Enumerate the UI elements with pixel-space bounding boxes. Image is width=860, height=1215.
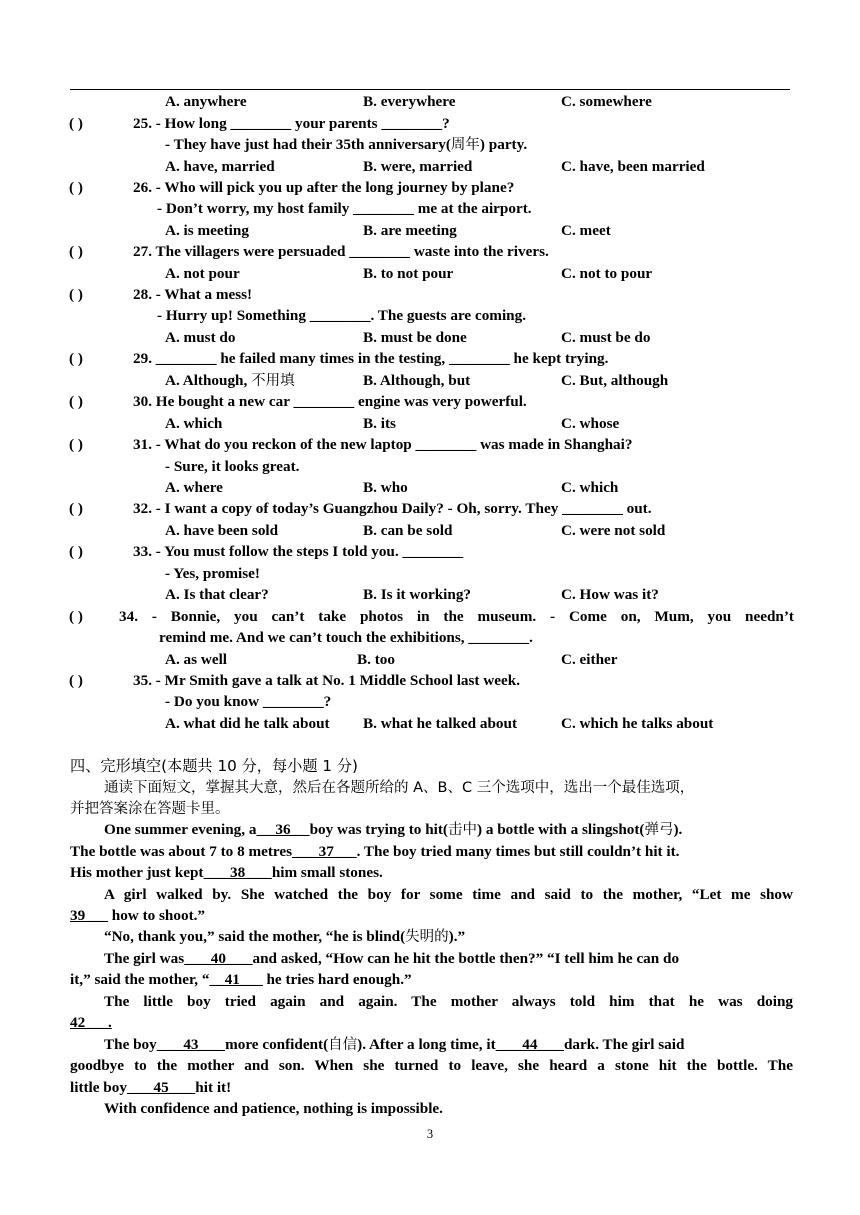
gloss: 击中 [447,822,477,838]
text-line: A. is meeting [165,222,249,239]
passage-line-9: The little boy tried again and again. The mother always told him that he was doing [104,993,793,1010]
text: how to shoot.” [107,907,206,924]
text-line: B. who [363,479,408,496]
text-line: A. have, married [165,158,275,175]
passage-line-1 [104,820,682,840]
text-line: 29. ________ he failed many times in the testing, ________ he kept trying. [133,350,609,367]
text: “No, thank you,” said the mother, “he is blind( [104,928,406,945]
section-instruction-1: 通读下面短文，掌握其大意，然后在各题所给的 A、B、C 三个选项中，选出一个最佳选项， [104,780,695,796]
text-line: - Sure, it looks great. [165,458,300,475]
text-line: B. its [363,415,396,432]
text-line: A. where [165,479,223,496]
section-instruction-2: 并把答案涂在答题卡里。 [70,801,230,817]
text: The girl was [104,950,185,967]
gloss: 失明的 [405,929,449,945]
text-line: A. anywhere [165,93,247,110]
text-line: ( ) [69,243,83,260]
text-line: B. to not pour [363,265,454,282]
passage-line-3 [70,863,383,883]
text: more confident( [225,1036,329,1053]
text: him small stones. [271,864,383,881]
blank-45: ___45___ [126,1079,196,1096]
text-line: 30. He bought a new car ________ engine was very powerful. [133,393,527,410]
text-line: A. as well [165,651,228,668]
text-line: A. Is that clear? [165,586,269,603]
blank-42: 42___. [70,1014,112,1031]
passage-line-11 [104,1035,684,1055]
text: dark. The girl said [563,1036,685,1053]
text: The bottle was about 7 to 8 metres [70,843,293,860]
blank-40: ___40___ [184,950,253,967]
text-line: B. were, married [363,158,473,175]
text-line: ( ) [69,672,83,689]
text-line: C. which [561,479,619,496]
text-line: 26. - Who will pick you up after the long journey by plane? [133,179,515,196]
text-line: A. what did he talk about [165,715,330,732]
text: ). [673,821,683,838]
blank-44: ___44___ [495,1036,564,1053]
text-line: A. must do [165,329,236,346]
text-line: With confidence and patience, nothing is impossible. [104,1100,443,1117]
passage-line-2 [70,842,679,862]
passage-line-6 [104,927,465,947]
text-line: C. not to pour [561,265,653,282]
blank-39: 39___ [70,907,108,924]
text-line: - Hurry up! Something ________. The guests are coming. [157,307,527,324]
text-line: B. must be done [363,329,467,346]
passage-line-7 [104,949,679,969]
text-line: ( ) [69,393,83,410]
text-line: ( ) [69,350,83,367]
text-line: ( ) [69,436,83,453]
text: little boy [70,1079,127,1096]
text-line: C. were not sold [561,522,666,539]
text-line: ( ) [69,179,83,196]
text-line: C. whose [561,415,620,432]
text-line: B. Although, but [363,372,471,389]
text-line: B. too [357,651,395,668]
text-line: 35. - Mr Smith gave a talk at No. 1 Middle School last week. [133,672,520,689]
text: ). After a long time, it [357,1036,496,1053]
text-line: B. can be sold [363,522,453,539]
text: it,” said the mother, “ [70,971,210,988]
text-line: C. How was it? [561,586,659,603]
blank-41: __41___ [209,971,263,988]
header-rule [70,89,790,90]
q34-line: 34. - Bonnie, you can’t take photos in the museum. - Come on, Mum, you needn’t [119,608,794,625]
text: ).” [448,928,466,945]
passage-line-4: A girl walked by. She watched the boy for some time and said to the mother, “Let me show [104,886,793,903]
blank-43: ___43___ [156,1036,226,1053]
blank-38: ___38___ [203,864,272,881]
passage-line-13 [70,1078,231,1098]
passage-line-12: goodbye to the mother and son. When she turned to leave, she heard a stone hit the bottle. The [70,1057,793,1074]
page-number: 3 [426,1127,434,1141]
blank-37: ___37___ [292,843,357,860]
text-line: B. Is it working? [363,586,472,603]
section-heading: 四、完形填空(本题共 10 分，每小题 1 分) [70,757,358,775]
text-line: 31. - What do you reckon of the new laptop ________ was made in Shanghai? [133,436,633,453]
text-line: C. which he talks about [561,715,714,732]
text-line: 32. - I want a copy of today’s Guangzhou Daily? - Oh, sorry. They ________ out. [133,500,652,517]
text-line: B. what he talked about [363,715,518,732]
passage-line-5 [70,906,205,926]
text-line: A. have been sold [165,522,279,539]
text-line: C. either [561,651,618,668]
text-line: ( ) [69,500,83,517]
text-line: - Do you know ________? [165,693,332,710]
blank-36: __36__ [256,821,310,838]
text-line: 28. - What a mess! [133,286,253,303]
text-line: C. somewhere [561,93,652,110]
gloss: 弹弓 [644,822,674,838]
text-line: A. not pour [165,265,240,282]
text-line: remind me. And we can’t touch the exhibitions, ________. [159,629,533,646]
text-line: C. But, although [561,372,669,389]
text-line: ( ) [69,543,83,560]
text: hit it! [195,1079,232,1096]
text-line: B. are meeting [363,222,457,239]
text: ) a bottle with a slingshot( [476,821,645,838]
text-line: ( ) [69,286,83,303]
text-line: - They have just had their 35th anniversary(周年) party. [165,136,528,153]
text: . The boy tried many times but still couldn’t hit it. [356,843,680,860]
text: One summer evening, a [104,821,257,838]
text: he tries hard enough.” [262,971,412,988]
text-line: A. which [165,415,223,432]
text-line: B. everywhere [363,93,456,110]
text-line: C. meet [561,222,611,239]
text-line: 27. The villagers were persuaded ________ waste into the rivers. [133,243,549,260]
text-line: ( ) [69,115,83,132]
text-line: 33. - You must follow the steps I told you. ________ [133,543,464,560]
text-line: C. have, been married [561,158,705,175]
text: boy was trying to hit( [309,821,448,838]
text-line: A. Although, 不用填 [165,372,295,389]
text-line: ( ) [69,608,83,625]
text-line: - Yes, promise! [165,565,260,582]
text: The boy [104,1036,157,1053]
text: His mother just kept [70,864,204,881]
text-line: - Don’t worry, my host family ________ me at the airport. [157,200,532,217]
text-line: 25. - How long ________ your parents ________? [133,115,450,132]
gloss: 自信 [328,1037,358,1053]
text: and asked, “How can he hit the bottle then?” “I tell him he can do [252,950,680,967]
text-line: C. must be do [561,329,651,346]
passage-line-8 [70,970,412,990]
